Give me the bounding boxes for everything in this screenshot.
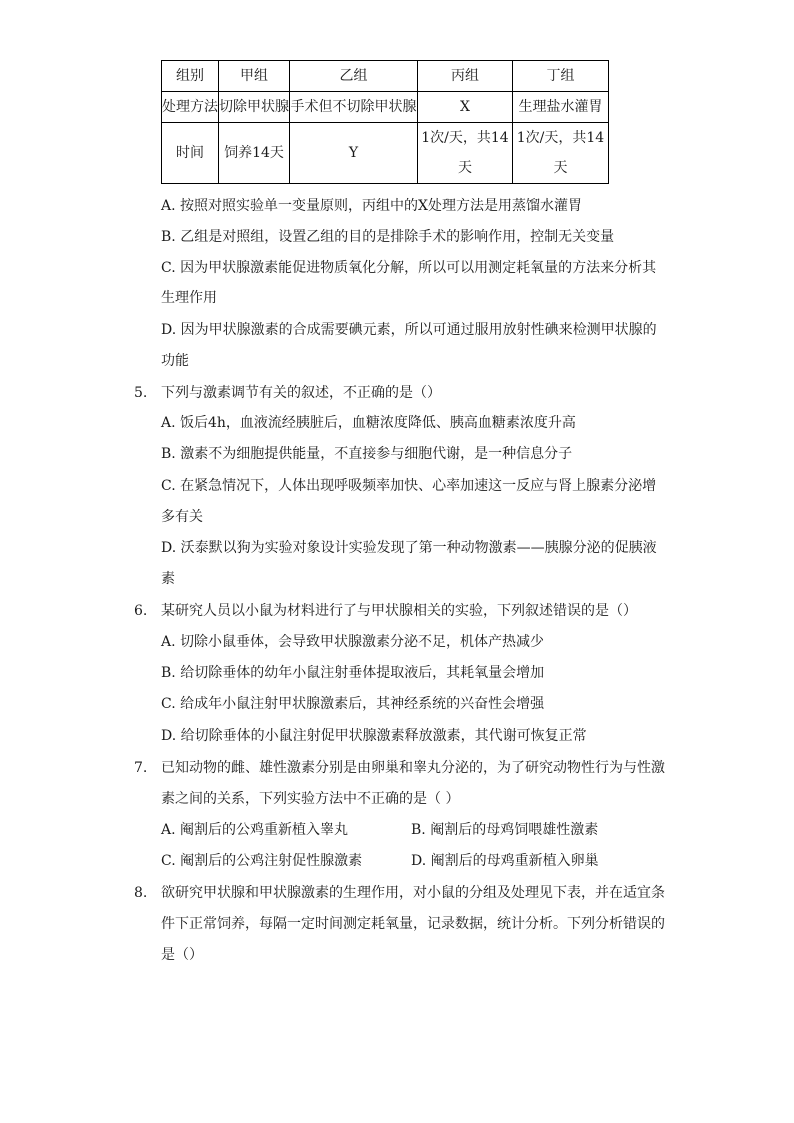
- question-stem: 已知动物的雌、雄性激素分别是由卵巢和睾丸分泌的，为了研究动物性行为与性激: [161, 760, 665, 776]
- question-stem: 欲研究甲状腺和甲状腺激素的生理作用，对小鼠的分组及处理见下表，并在适宜条: [161, 885, 665, 901]
- table-cell: 时间: [162, 123, 219, 184]
- option-c: C. 因为甲状腺激素能促进物质氧化分解，所以可以用测定耗氧量的方法来分析其: [161, 260, 657, 276]
- question-number: 7.: [134, 760, 148, 776]
- option-b: B. 给切除垂体的幼年小鼠注射垂体提取液后，其耗氧量会增加: [161, 665, 545, 681]
- table-cell: 饲养14天: [219, 123, 290, 184]
- option-b: B. 激素不为细胞提供能量，不直接参与细胞代谢，是一种信息分子: [161, 446, 573, 462]
- question-stem-continued: 是（）: [161, 947, 203, 963]
- option-a: A. 切除小鼠垂体，会导致甲状腺激素分泌不足，机体产热减少: [161, 634, 545, 650]
- option-c: C. 阉割后的公鸡注射促性腺激素: [161, 853, 363, 869]
- option-b: B. 阉割后的母鸡饲喂雄性激素: [411, 822, 599, 838]
- table-cell: 组别: [162, 61, 219, 92]
- question-stem: 某研究人员以小鼠为材料进行了与甲状腺相关的实验，下列叙述错误的是（）: [161, 603, 637, 619]
- table-cell: X: [418, 92, 513, 123]
- table-row: [162, 123, 609, 184]
- table-row: [162, 92, 609, 123]
- table-cell: 丁组: [513, 61, 609, 92]
- option-c: C. 在紧急情况下，人体出现呼吸频率加快、心率加速这一反应与肾上腺素分泌增: [161, 478, 657, 494]
- option-a: A. 阉割后的公鸡重新植入睾丸: [161, 822, 349, 838]
- question-number: 6.: [134, 603, 148, 619]
- option-d: D. 阉割后的母鸡重新植入卵巢: [411, 853, 599, 869]
- table-cell: 处理方法: [162, 92, 219, 123]
- option-c-continued: 生理作用: [161, 290, 217, 306]
- option-d: D. 因为甲状腺激素的合成需要碘元素，所以可通过服用放射性碘来检测甲状腺的: [161, 322, 657, 338]
- option-d: D. 沃泰默以狗为实验对象设计实验发现了第一种动物激素——胰腺分泌的促胰液: [161, 540, 657, 556]
- question-number: 8.: [134, 885, 148, 901]
- option-a: A. 按照对照实验单一变量原则，丙组中的X处理方法是用蒸馏水灌胃: [161, 198, 582, 214]
- table-cell: 1次/天，共14天: [513, 123, 609, 184]
- option-a: A. 饭后4h，血液流经胰脏后，血糖浓度降低、胰高血糖素浓度升高: [161, 415, 576, 431]
- table-cell: 生理盐水灌胃: [513, 92, 609, 123]
- table-row: [162, 61, 609, 92]
- question-number: 5.: [134, 385, 148, 401]
- table-cell: 乙组: [290, 61, 418, 92]
- option-b: B. 乙组是对照组，设置乙组的目的是排除手术的影响作用，控制无关变量: [161, 229, 615, 245]
- option-c-continued: 多有关: [161, 509, 203, 525]
- table-cell: 甲组: [219, 61, 290, 92]
- experiment-table: [161, 60, 609, 184]
- question-stem-continued: 素之间的关系，下列实验方法中不正确的是（ ）: [161, 791, 460, 807]
- option-d-continued: 素: [161, 571, 175, 587]
- table-cell: 1次/天，共14天: [418, 123, 513, 184]
- table-cell: 手术但不切除甲状腺: [290, 92, 418, 123]
- option-d-continued: 功能: [161, 353, 189, 369]
- table-cell: 切除甲状腺: [219, 92, 290, 123]
- question-stem: 下列与激素调节有关的叙述，不正确的是（）: [161, 385, 441, 401]
- option-c: C. 给成年小鼠注射甲状腺激素后，其神经系统的兴奋性会增强: [161, 696, 545, 712]
- table-cell: 丙组: [418, 61, 513, 92]
- table-cell: Y: [290, 123, 418, 184]
- option-d: D. 给切除垂体的小鼠注射促甲状腺激素释放激素，其代谢可恢复正常: [161, 728, 587, 744]
- question-stem-continued: 件下正常饲养，每隔一定时间测定耗氧量，记录数据，统计分析。下列分析错误的: [161, 916, 665, 932]
